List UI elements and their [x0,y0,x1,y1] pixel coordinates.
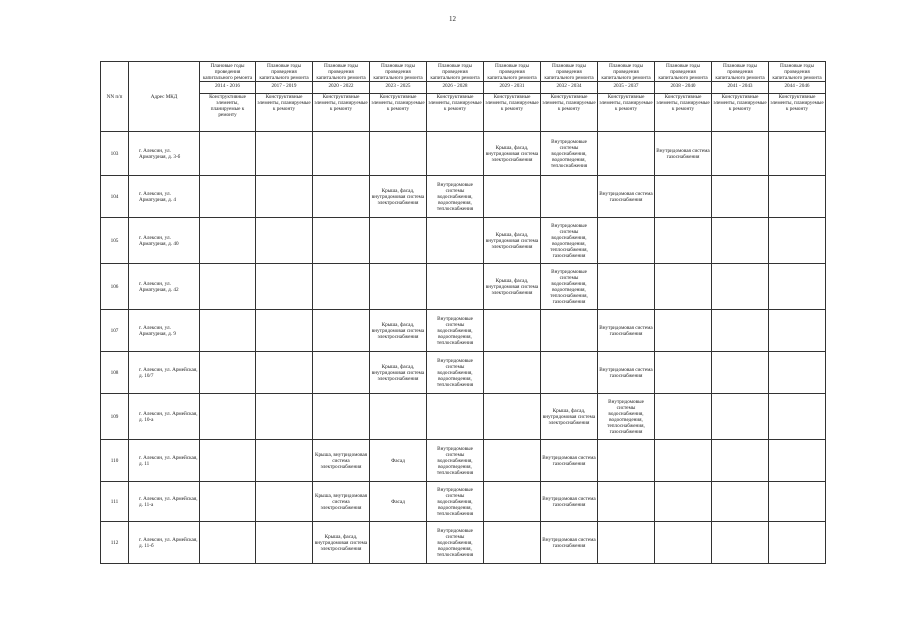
header-period-range: 2014 - 2016 [200,81,255,89]
row-cell-2038-2040 [655,264,712,310]
row-number: 109 [101,394,129,440]
row-number: 105 [101,218,129,264]
row-cell-2041-2043 [712,176,769,218]
header-period-range: 2029 - 2031 [484,81,540,89]
row-cell-2032-2034: Внутридомовая система газоснабжения [541,522,598,564]
header-planned-label: Плановые годы проведения капитального ремонта [658,63,708,81]
row-cell-2035-2037 [598,218,655,264]
row-address: г. Алексин, ул. Арматурная, д. 9 [129,310,200,352]
row-cell-2041-2043 [712,394,769,440]
row-cell-2014-2016 [200,440,256,482]
header-elements-label: Конструктивные элементы, планируемые к ремонту [712,94,769,132]
row-cell-2035-2037 [598,522,655,564]
row-cell-2044-2046 [769,394,826,440]
row-cell-2035-2037 [598,440,655,482]
header-period-10 [769,62,826,94]
row-cell-2017-2019 [256,440,313,482]
header-period-2 [313,62,370,94]
table-row [101,440,826,482]
header-planned-label: Плановые годы проведения капитального ремонта [487,63,537,81]
row-cell-2041-2043 [712,482,769,522]
row-cell-2023-2025 [370,132,427,176]
row-cell-2032-2034: Крыша, фасад, внутридомовая система электроснабжения [541,394,598,440]
row-cell-2026-2028: Внутридомовые системы водоснабжения, водоотведения, теплоснабжения [427,440,484,482]
row-address: г. Алексин, ул. Армейская, д. 11-а [129,482,200,522]
row-address: г. Алексин, ул. Арматурная, д. 40 [129,218,200,264]
header-period-range: 2023 - 2025 [370,81,426,89]
row-cell-2044-2046 [769,176,826,218]
row-cell-2017-2019 [256,218,313,264]
header-elements-label: Конструктивные элементы, планируемые к ремонту [769,94,826,132]
row-cell-2044-2046 [769,522,826,564]
row-cell-2017-2019 [256,352,313,394]
row-cell-2026-2028: Внутридомовые системы водоснабжения, водоотведения, теплоснабжения [427,522,484,564]
header-planned-label: Плановые годы проведения капитального ремонта [259,63,309,81]
row-cell-2026-2028: Внутридомовые системы водоснабжения, водоотведения, теплоснабжения [427,176,484,218]
row-cell-2038-2040 [655,352,712,394]
row-cell-2029-2031: Крыша, фасад, внутридомовая система электроснабжения [484,264,541,310]
row-cell-2023-2025 [370,264,427,310]
header-elements-label: Конструктивные элементы, планируемые к ремонту [256,94,313,132]
row-cell-2038-2040 [655,394,712,440]
header-period-range: 2017 - 2019 [256,81,312,89]
header-elements-label: Конструктивные элементы, планируемые к ремонту [484,94,541,132]
row-cell-2014-2016 [200,352,256,394]
row-cell-2014-2016 [200,522,256,564]
header-planned-label: Плановые годы проведения капитального ремонта [715,63,765,81]
row-number: 106 [101,264,129,310]
table-row [101,352,826,394]
row-cell-2038-2040 [655,522,712,564]
row-cell-2032-2034: Внутридомовые системы водоснабжения, водоотведения, теплоснабжения, газоснабжения [541,264,598,310]
row-cell-2026-2028: Внутридомовые системы водоснабжения, водоотведения, теплоснабжения [427,482,484,522]
row-cell-2029-2031 [484,176,541,218]
header-period-range: 2032 - 2034 [541,81,597,89]
row-cell-2029-2031: Крыша, фасад, внутридомовая система электроснабжения [484,132,541,176]
row-cell-2017-2019 [256,394,313,440]
header-period-6 [541,62,598,94]
row-cell-2020-2022 [313,264,370,310]
row-cell-2044-2046 [769,264,826,310]
row-cell-2026-2028: Внутридомовые системы водоснабжения, водоотведения, теплоснабжения [427,352,484,394]
row-cell-2014-2016 [200,264,256,310]
header-elements-label: Конструктивные элементы, планируемые к ремонту [655,94,712,132]
header-address: Адрес МКД [129,62,200,132]
table-row [101,264,826,310]
row-cell-2038-2040: Внутридомовая система газоснабжения [655,132,712,176]
row-cell-2017-2019 [256,522,313,564]
row-cell-2023-2025 [370,218,427,264]
row-cell-2035-2037: Внутридомовая система газоснабжения [598,176,655,218]
table-row [101,522,826,564]
row-cell-2035-2037: Внутридомовые системы водоснабжения, водоотведения, теплоснабжения, газоснабжения [598,394,655,440]
row-cell-2020-2022 [313,218,370,264]
row-cell-2035-2037: Внутридомовая система газоснабжения [598,310,655,352]
row-cell-2035-2037: Внутридомовая система газоснабжения [598,352,655,394]
header-period-3 [370,62,427,94]
header-period-4 [427,62,484,94]
row-cell-2035-2037 [598,132,655,176]
table-row [101,218,826,264]
row-cell-2041-2043 [712,310,769,352]
header-elements-label: Конструктивные элементы, планируемые к ремонту [541,94,598,132]
row-cell-2026-2028 [427,394,484,440]
table-row [101,176,826,218]
row-cell-2026-2028 [427,218,484,264]
header-period-range: 2035 - 2037 [598,81,654,89]
row-cell-2038-2040 [655,218,712,264]
row-address: г. Алексин, ул. Армейская, д. 10-а [129,394,200,440]
row-cell-2017-2019 [256,482,313,522]
header-elements-label: Конструктивные элементы, планируемые к ремонту [200,94,256,132]
row-cell-2017-2019 [256,264,313,310]
row-cell-2023-2025: Крыша, фасад, внутридомовая система электроснабжения [370,310,427,352]
capital-repair-schedule-table [100,61,826,564]
header-planned-label: Плановые годы проведения капитального ремонта [601,63,651,81]
table-row [101,482,826,522]
header-period-0 [200,62,256,94]
header-period-1 [256,62,313,94]
row-cell-2032-2034 [541,352,598,394]
row-cell-2032-2034: Внутридомовая система газоснабжения [541,440,598,482]
row-cell-2032-2034 [541,310,598,352]
row-cell-2041-2043 [712,440,769,482]
row-number: 104 [101,176,129,218]
row-number: 107 [101,310,129,352]
row-cell-2026-2028: Внутридомовые системы водоснабжения, водоотведения, теплоснабжения [427,310,484,352]
row-cell-2023-2025: Крыша, фасад, внутридомовая система электроснабжения [370,176,427,218]
row-cell-2029-2031: Крыша, фасад, внутридомовая система электроснабжения [484,218,541,264]
row-cell-2029-2031 [484,522,541,564]
row-cell-2020-2022 [313,176,370,218]
row-cell-2041-2043 [712,352,769,394]
row-cell-2044-2046 [769,310,826,352]
row-cell-2038-2040 [655,482,712,522]
row-cell-2014-2016 [200,218,256,264]
row-address: г. Алексин, ул. Арматурная, д. 3-б [129,132,200,176]
row-address: г. Алексин, ул. Армейская, д. 11-б [129,522,200,564]
row-cell-2020-2022: Крыша, внутридомовая система электроснабжения [313,440,370,482]
row-cell-2026-2028 [427,132,484,176]
row-cell-2014-2016 [200,482,256,522]
row-cell-2035-2037 [598,264,655,310]
row-cell-2017-2019 [256,310,313,352]
row-number: 112 [101,522,129,564]
row-cell-2029-2031 [484,352,541,394]
row-number: 111 [101,482,129,522]
header-elements-label: Конструктивные элементы, планируемые к ремонту [427,94,484,132]
row-cell-2035-2037 [598,482,655,522]
row-cell-2041-2043 [712,132,769,176]
row-cell-2023-2025 [370,522,427,564]
row-number: 103 [101,132,129,176]
header-planned-label: Плановые годы проведения капитального ремонта [772,63,822,81]
row-cell-2020-2022 [313,394,370,440]
row-cell-2020-2022 [313,352,370,394]
header-elements-label: Конструктивные элементы, планируемые к ремонту [313,94,370,132]
row-cell-2020-2022 [313,132,370,176]
table-row [101,132,826,176]
row-address: г. Алексин, ул. Арматурная, д. 42 [129,264,200,310]
row-cell-2014-2016 [200,310,256,352]
row-cell-2020-2022: Крыша, внутридомовая система электроснабжения [313,482,370,522]
row-cell-2044-2046 [769,132,826,176]
row-cell-2044-2046 [769,352,826,394]
row-cell-2032-2034: Внутридомовые системы водоснабжения, водоотведения, теплоснабжения [541,132,598,176]
header-period-range: 2038 - 2040 [655,81,711,89]
row-cell-2029-2031 [484,394,541,440]
table-row [101,394,826,440]
header-planned-label: Плановые годы проведения капитального ремонта [202,63,253,81]
header-period-range: 2041 - 2043 [712,81,768,89]
header-period-8 [655,62,712,94]
row-cell-2014-2016 [200,176,256,218]
header-period-range: 2044 - 2046 [769,81,825,89]
header-planned-label: Плановые годы проведения капитального ремонта [430,63,480,81]
row-address: г. Алексин, ул. Арматурная, д. 4 [129,176,200,218]
row-cell-2029-2031 [484,482,541,522]
header-elements-label: Конструктивные элементы, планируемые к ремонту [598,94,655,132]
row-cell-2026-2028 [427,264,484,310]
row-cell-2023-2025: Фасад [370,440,427,482]
row-cell-2041-2043 [712,264,769,310]
row-cell-2014-2016 [200,132,256,176]
row-cell-2020-2022 [313,310,370,352]
header-num: NN п/п [101,62,129,132]
header-elements-label: Конструктивные элементы, планируемые к ремонту [370,94,427,132]
row-cell-2044-2046 [769,440,826,482]
row-cell-2023-2025: Крыша, фасад, внутридомовая система электроснабжения [370,352,427,394]
table-row [101,310,826,352]
row-cell-2017-2019 [256,132,313,176]
header-period-7 [598,62,655,94]
header-planned-label: Плановые годы проведения капитального ремонта [316,63,366,81]
row-cell-2038-2040 [655,176,712,218]
row-number: 108 [101,352,129,394]
row-cell-2032-2034: Внутридомовая система газоснабжения [541,482,598,522]
row-cell-2032-2034 [541,176,598,218]
row-cell-2044-2046 [769,482,826,522]
header-planned-label: Плановые годы проведения капитального ремонта [544,63,594,81]
header-period-range: 2020 - 2022 [313,81,369,89]
row-cell-2014-2016 [200,394,256,440]
header-period-9 [712,62,769,94]
row-cell-2020-2022: Крыша, фасад, внутридомовая система электроснабжения [313,522,370,564]
row-cell-2041-2043 [712,522,769,564]
row-cell-2023-2025 [370,394,427,440]
header-period-5 [484,62,541,94]
row-cell-2017-2019 [256,176,313,218]
row-cell-2029-2031 [484,310,541,352]
row-number: 110 [101,440,129,482]
row-cell-2038-2040 [655,440,712,482]
row-cell-2032-2034: Внутридомовые системы водоснабжения, водоотведения, теплоснабжения, газоснабжения [541,218,598,264]
row-cell-2038-2040 [655,310,712,352]
header-period-range: 2026 - 2028 [427,81,483,89]
row-address: г. Алексин, ул. Армейская, д. 11 [129,440,200,482]
row-cell-2023-2025: Фасад [370,482,427,522]
row-cell-2044-2046 [769,218,826,264]
row-address: г. Алексин, ул. Армейская, д. 10/7 [129,352,200,394]
row-cell-2029-2031 [484,440,541,482]
header-planned-label: Плановые годы проведения капитального ремонта [373,63,423,81]
row-cell-2041-2043 [712,218,769,264]
page-number: 12 [449,15,456,23]
